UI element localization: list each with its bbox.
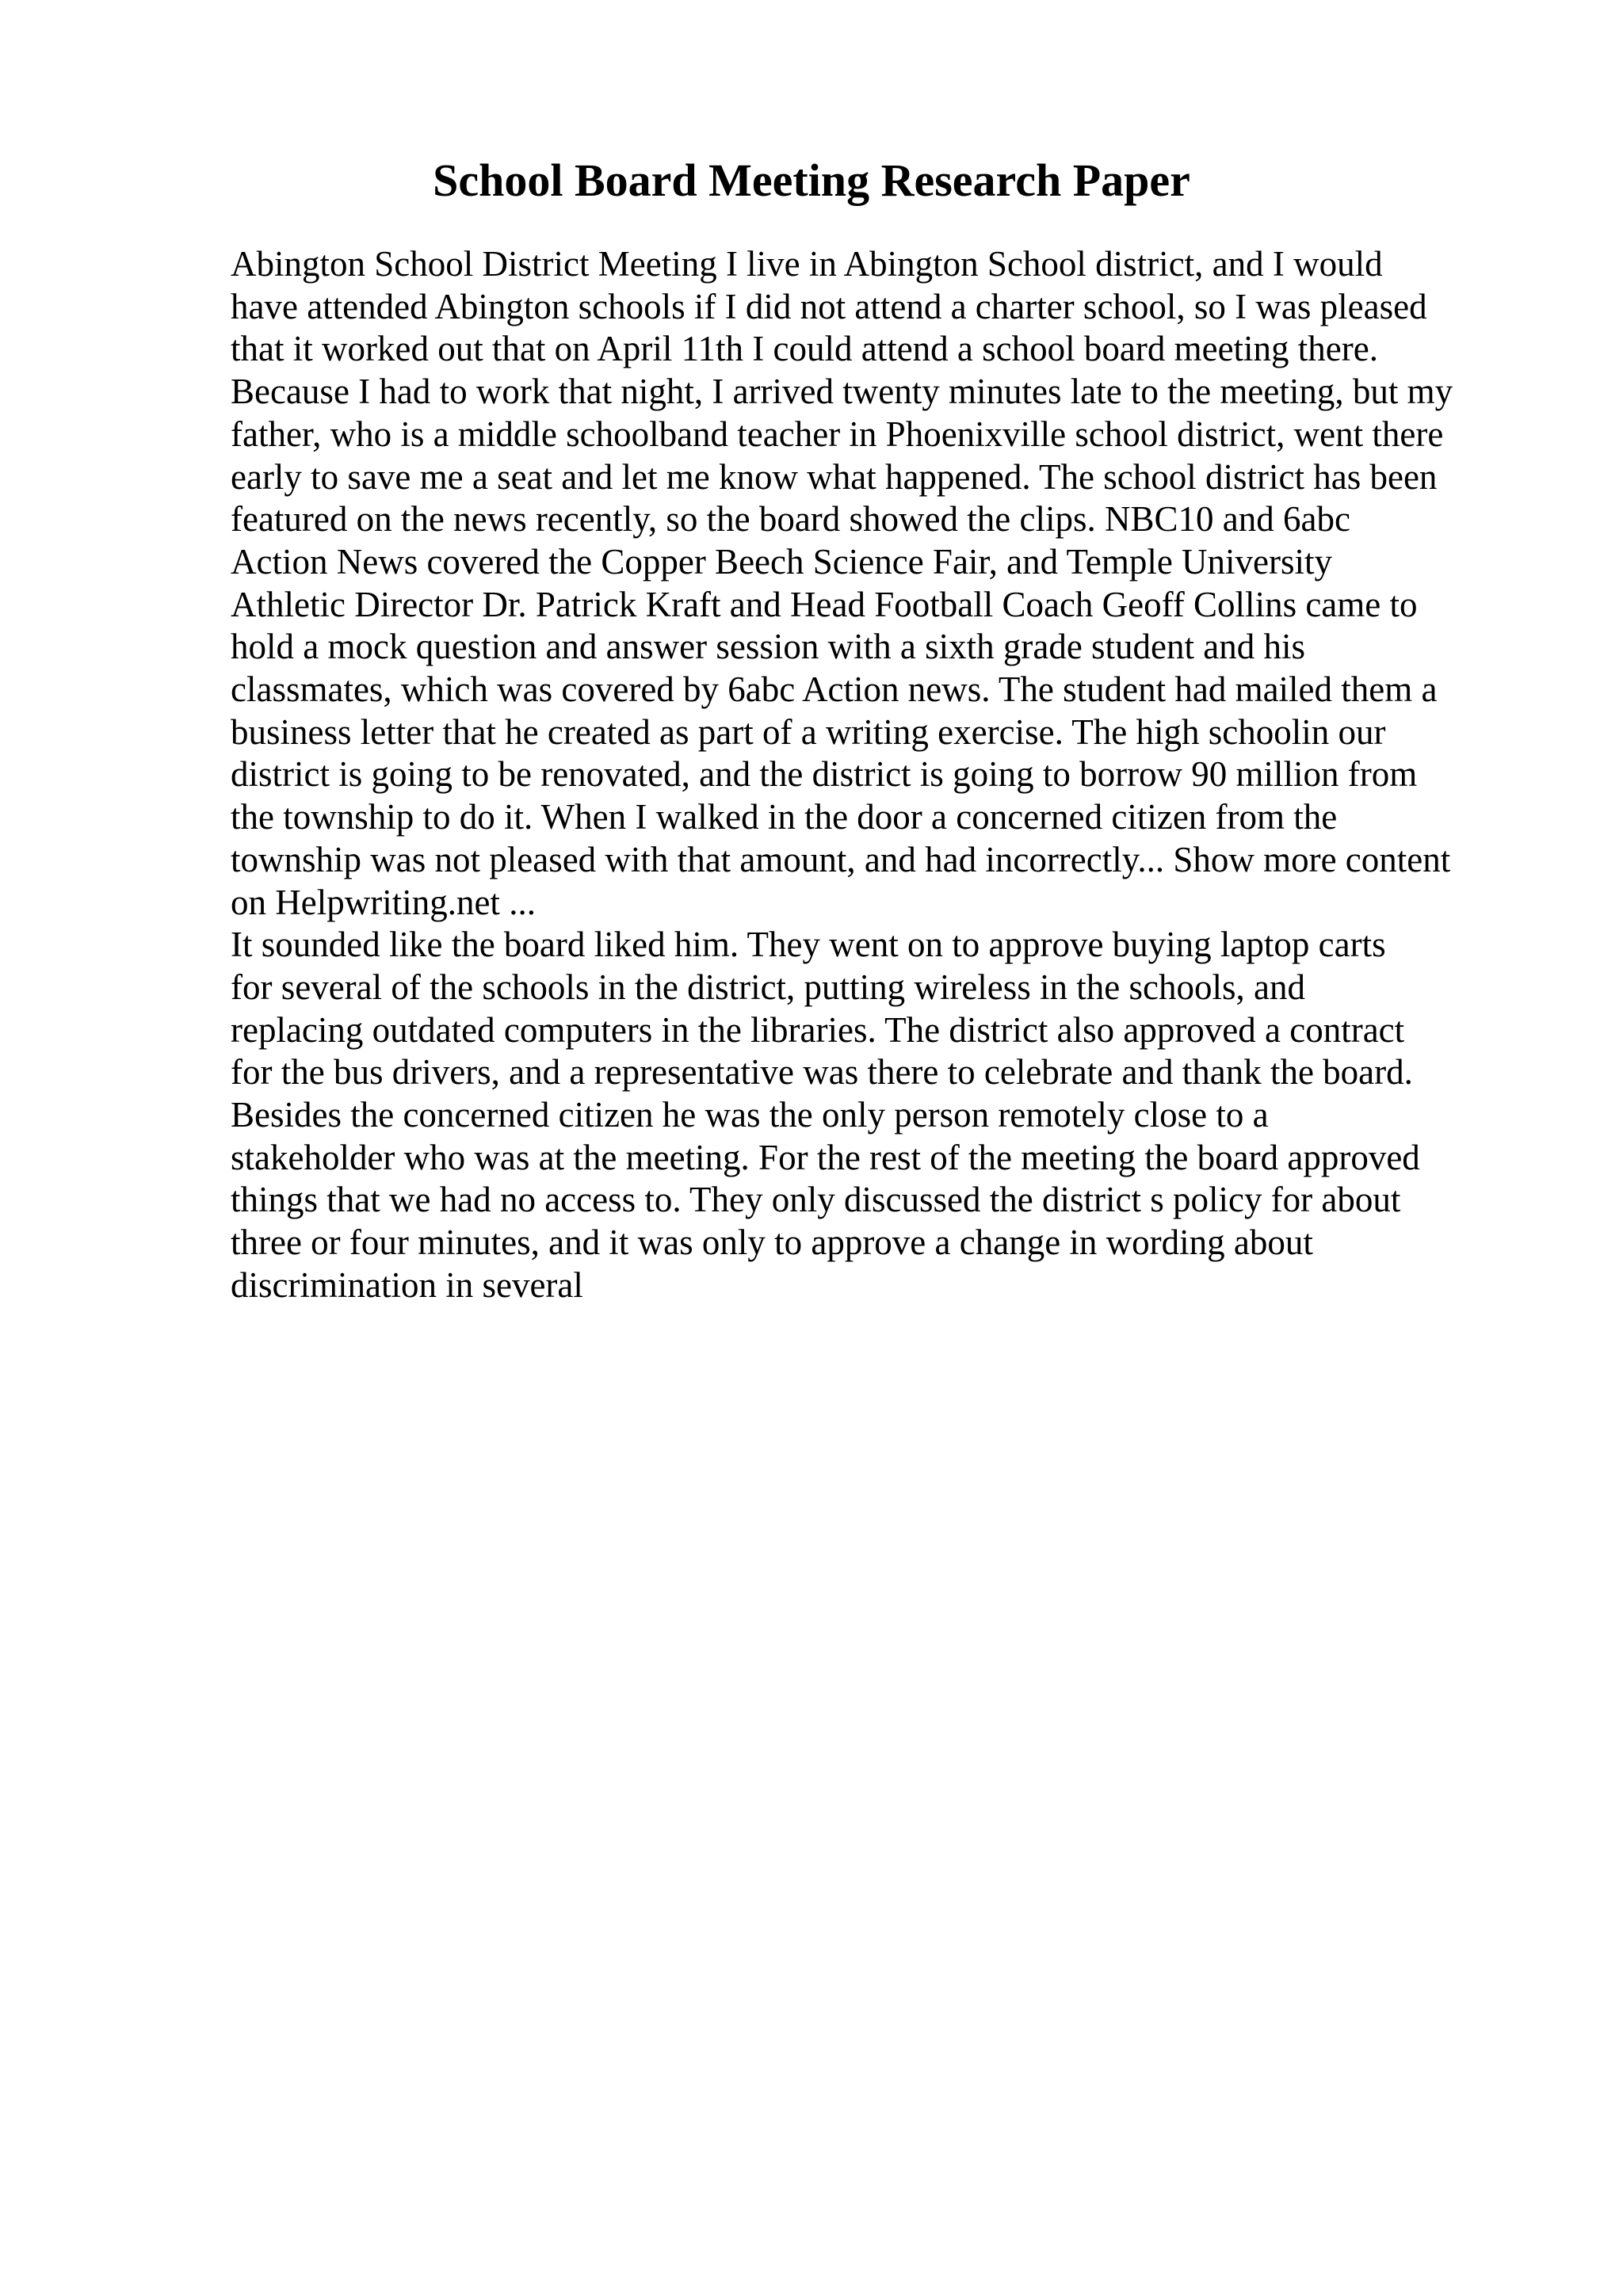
text-line: three or four minutes, and it was only to approve a change in wording about xyxy=(231,1222,1313,1263)
text-line: Action News covered the Copper Beech Science Fair, and Temple University xyxy=(231,541,1333,582)
text-line: classmates, which was covered by 6abc Action news. The student had mailed them a xyxy=(231,669,1438,710)
paragraph-2 xyxy=(231,924,1514,1306)
text-line: the township to do it. When I walked in the door a concerned citizen from the xyxy=(231,797,1338,837)
text-line: It sounded like the board liked him. They went on to approve buying laptop carts xyxy=(231,925,1386,965)
text-line: for several of the schools in the district, putting wireless in the schools, and xyxy=(231,967,1305,1007)
text-line: father, who is a middle schoolband teacher in Phoenixville school district, went there xyxy=(231,414,1444,454)
text-line: that it worked out that on April 11th I could attend a school board meeting there. xyxy=(231,329,1378,369)
text-line: on Helpwriting.net ... xyxy=(231,882,536,922)
text-line: district is going to be renovated, and the district is going to borrow 90 million from xyxy=(231,754,1418,795)
paragraph-1 xyxy=(231,243,1514,924)
text-line: things that we had no access to. They only discussed the district s policy for about xyxy=(231,1180,1401,1220)
text-line: early to save me a seat and let me know what happened. The school district has been xyxy=(231,456,1438,497)
text-line: Athletic Director Dr. Patrick Kraft and Head Football Coach Geoff Collins came to xyxy=(231,584,1418,624)
text-line: discrimination in several xyxy=(231,1264,583,1305)
text-line: for the bus drivers, and a representative was there to celebrate and thank the board. xyxy=(231,1052,1413,1093)
document-title: School Board Meeting Research Paper xyxy=(433,154,1190,206)
document-body xyxy=(231,243,1514,1307)
text-line: Besides the concerned citizen he was the only person remotely close to a xyxy=(231,1095,1269,1135)
text-line: replacing outdated computers in the libraries. The district also approved a contract xyxy=(231,1009,1405,1050)
text-line: business letter that he created as part of a writing exercise. The high schoolin our xyxy=(231,711,1386,752)
text-line: hold a mock question and answer session with a sixth grade student and his xyxy=(231,627,1306,667)
text-line: Abington School District Meeting I live in Abington School district, and I would xyxy=(231,244,1383,284)
text-line: township was not pleased with that amount, and had incorrectly... Show more content xyxy=(231,839,1451,879)
text-line: have attended Abington schools if I did not attend a charter school, so I was pleased xyxy=(231,286,1427,326)
text-line: featured on the news recently, so the board showed the clips. NBC10 and 6abc xyxy=(231,499,1350,540)
text-line: stakeholder who was at the meeting. For the rest of the meeting the board approved xyxy=(231,1137,1420,1177)
text-line: Because I had to work that night, I arrived twenty minutes late to the meeting, but my xyxy=(231,372,1453,412)
